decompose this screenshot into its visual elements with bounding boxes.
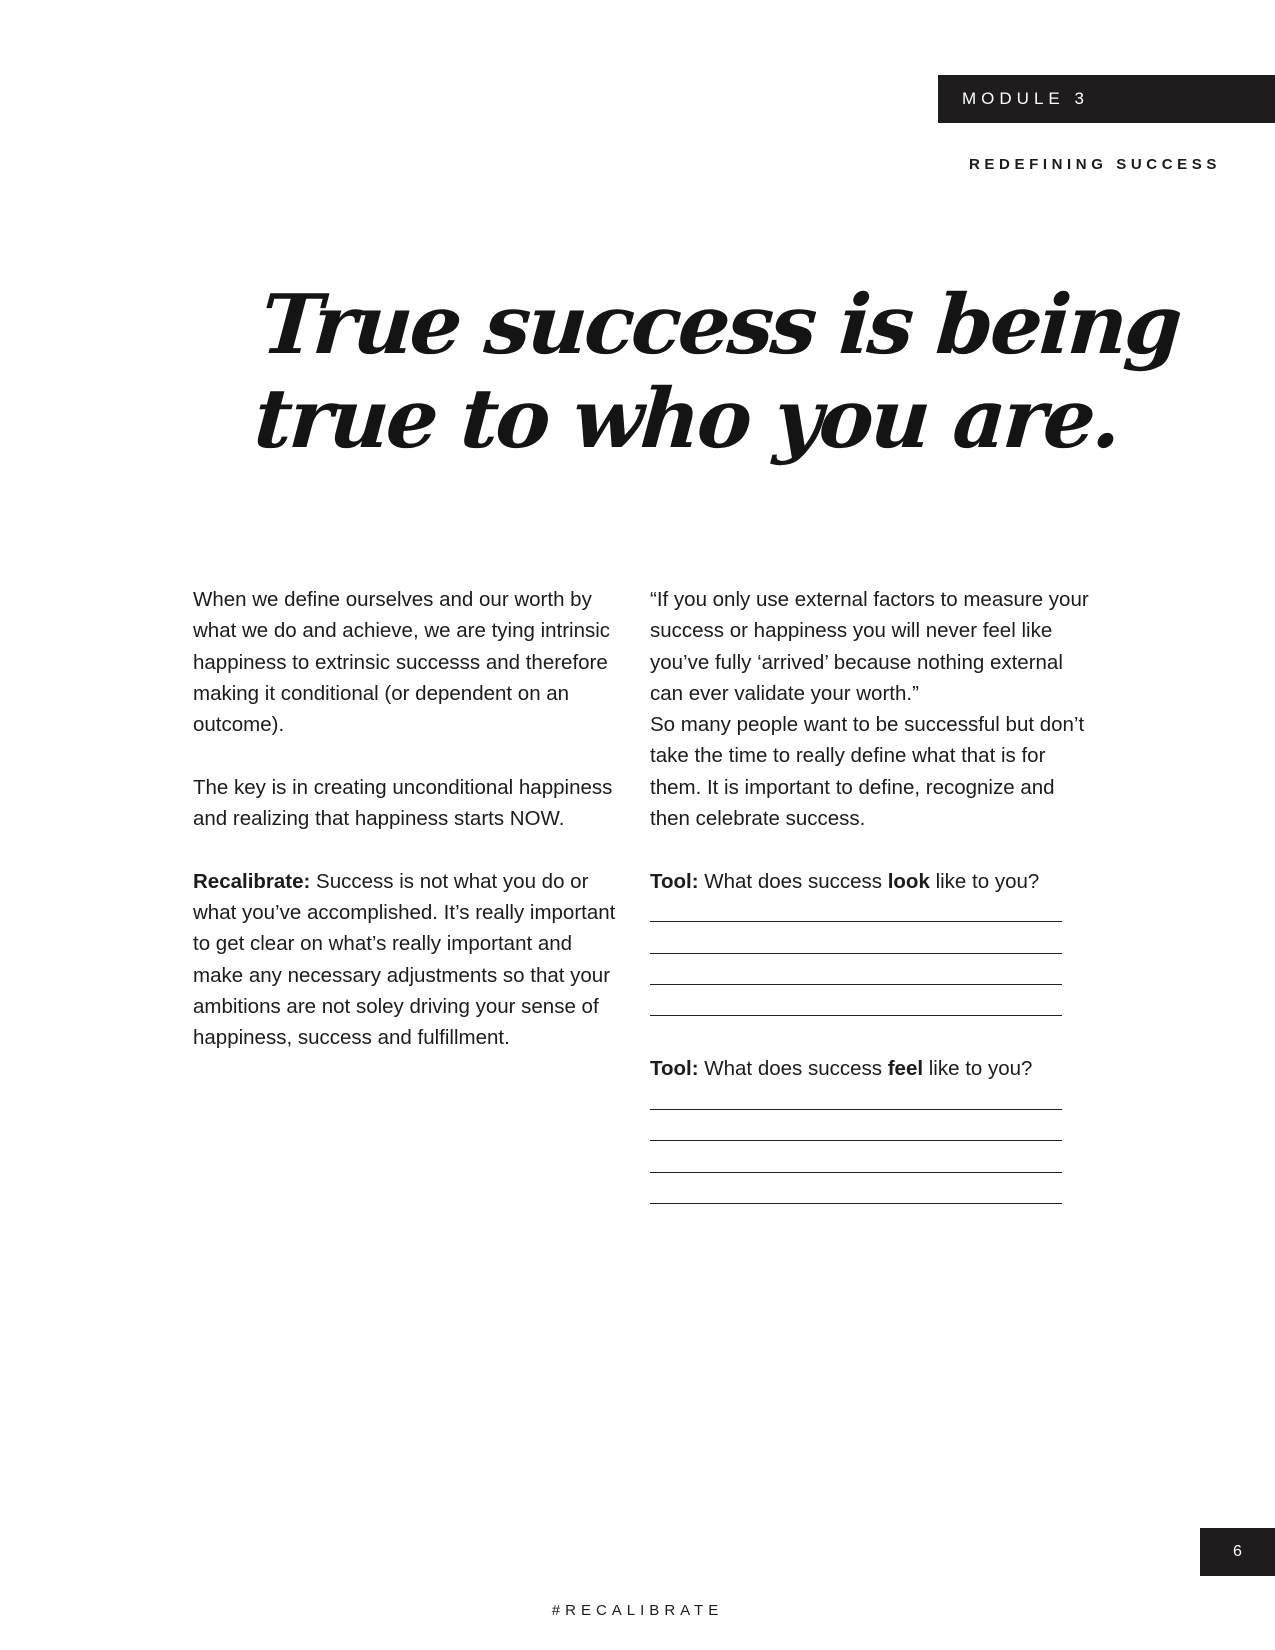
headline-quote <box>251 277 1183 467</box>
quote-paragraph: “If you only use external factors to measure your success or happiness you will never feel like you’ve fully ‘arrived’ because nothing external can ever validate your worth.” <box>650 588 1089 705</box>
look-answer-lines[interactable] <box>650 897 1090 1022</box>
left-column <box>193 584 623 1053</box>
headline-line-2: true to who you are. <box>251 371 1122 467</box>
answer-line[interactable] <box>650 1179 1090 1210</box>
key-paragraph: The key is in creating unconditional happiness and realizing that happiness starts NOW. <box>193 775 613 831</box>
tool-label: Tool: <box>650 869 699 893</box>
tool-look-prompt: Tool: What does success look like to you? <box>650 869 1040 893</box>
define-success-paragraph: So many people want to be successful but don’t take the time to really define what that is for them. It is important to define, recognize and then celebrate success. <box>650 713 1085 831</box>
tool-label: Tool: <box>650 1057 699 1081</box>
answer-line[interactable] <box>650 1085 1090 1116</box>
answer-line[interactable] <box>650 991 1090 1022</box>
section-title: REDEFINING SUCCESS <box>969 156 1221 173</box>
headline-line-1: True success is being <box>257 277 1183 373</box>
recalibrate-text: Success is not what you do or what you’ve accomplished. It’s really important to get clear on what’s really important and make any necessary adjustments so that your ambitions are not soley driving your sense of happiness, success and fulfillment. <box>193 869 616 1050</box>
answer-line[interactable] <box>650 960 1090 991</box>
recalibrate-paragraph <box>193 866 623 1054</box>
feel-answer-lines[interactable] <box>650 1085 1090 1210</box>
tool-emphasis: look <box>887 869 930 893</box>
answer-line[interactable] <box>650 897 1090 928</box>
right-column <box>650 584 1090 1210</box>
tool-emphasis: feel <box>887 1057 924 1081</box>
footer-hashtag: #RECALIBRATE <box>551 1602 724 1619</box>
answer-line[interactable] <box>650 1116 1090 1147</box>
answer-line[interactable] <box>650 1147 1090 1178</box>
intro-paragraph: When we define ourselves and our worth by what we do and achieve, we are tying intrinsic happiness to extrinsic successs and therefore making it conditional (or dependent on an outcome). <box>193 588 611 737</box>
page-number: 6 <box>1200 1528 1275 1576</box>
tool-feel-prompt: Tool: What does success feel like to you? <box>650 1057 1033 1081</box>
recalibrate-label: Recalibrate: <box>193 869 311 893</box>
answer-line[interactable] <box>650 928 1090 959</box>
module-label: MODULE 3 <box>938 75 1275 123</box>
